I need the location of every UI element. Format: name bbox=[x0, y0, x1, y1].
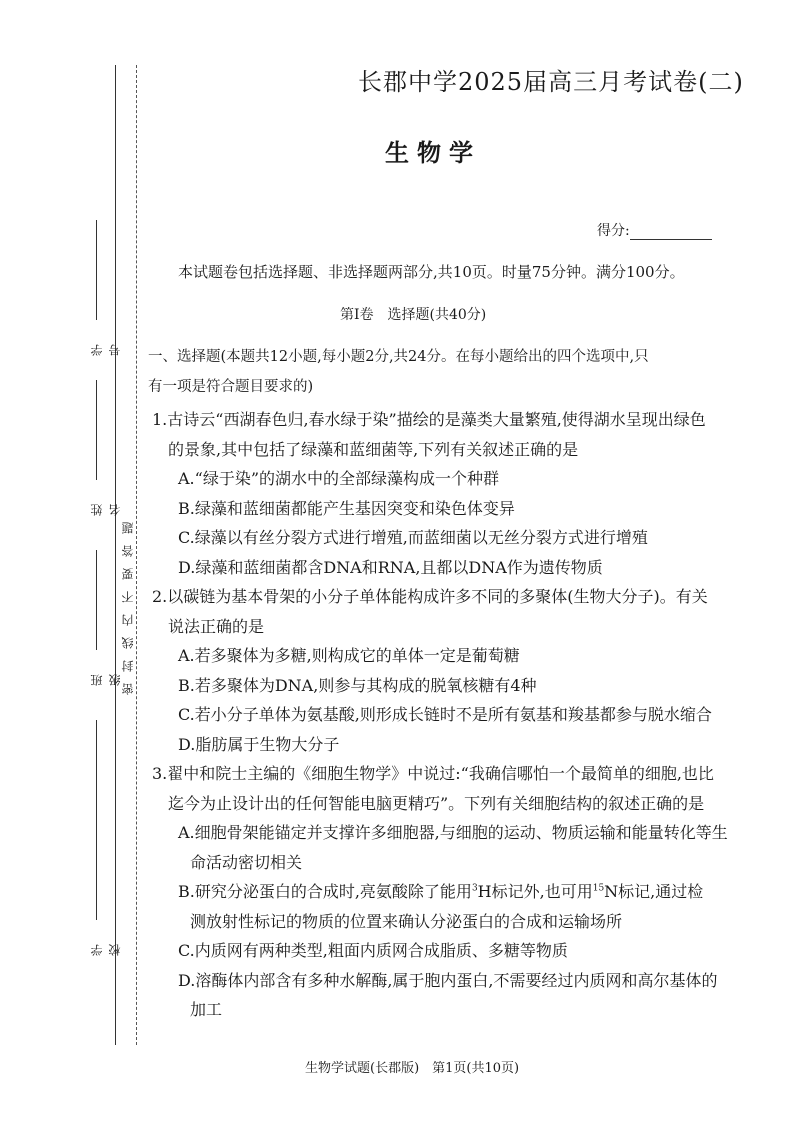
school-label: 学 校 bbox=[90, 930, 122, 956]
question-stem-line: 的景象,其中包括了绿藻和蓝细菌等,下列有关叙述正确的是 bbox=[168, 439, 579, 459]
question-stem-line: 1.古诗云“西湖春色归,春水绿于染”描绘的是藻类大量繁殖,使得湖水呈现出绿色 bbox=[152, 410, 706, 429]
exam-intro: 本试题卷包括选择题、非选择题两部分,共10页。时量75分钟。满分100分。 bbox=[178, 263, 685, 281]
isotope-3: 3 bbox=[471, 883, 478, 894]
question-stem-line: 2.以碳链为基本骨架的小分子单体能构成许多不同的多聚体(生物大分子)。有关 bbox=[152, 587, 708, 606]
student-info-fields bbox=[82, 220, 122, 1020]
option-d[interactable]: D.溶酶体内部含有多种水解酶,属于胞内蛋白,不需要经过内质网和高尔基体的 bbox=[178, 970, 718, 990]
section-instructions bbox=[148, 343, 718, 402]
score-label: 得分: bbox=[597, 223, 630, 239]
option-d[interactable]: D.脂肪属于生物大分子 bbox=[178, 734, 340, 754]
option-a[interactable]: A.细胞骨架能锚定并支撑许多细胞器,与细胞的运动、物质运输和能量转化等生 bbox=[178, 823, 728, 842]
option-b-text: B.研究分泌蛋白的合成时,亮氨酸除了能用 bbox=[178, 882, 472, 901]
section-line-1: 一、选择题(本题共12小题,每小题2分,共24分。在每小题给出的四个选项中,只 bbox=[148, 349, 649, 365]
option-c[interactable]: C.若小分子单体为氨基酸,则形成长链时不是所有氨基和羧基都参与脱水缩合 bbox=[178, 705, 712, 724]
student-id-label: 学 号 bbox=[90, 330, 122, 356]
option-d[interactable]: D.绿藻和蓝细菌都含DNA和RNA,且都以DNA作为遗传物质 bbox=[178, 557, 603, 577]
option-b[interactable] bbox=[152, 877, 727, 907]
part1-title: 第Ⅰ卷 选择题(共40分) bbox=[340, 307, 487, 323]
page-footer: 生物学试题(长郡版) 第1页(共10页) bbox=[305, 1061, 520, 1076]
question-1 bbox=[152, 405, 727, 582]
question-stem-line: 说法正确的是 bbox=[168, 616, 265, 636]
binding-solid-line bbox=[115, 65, 116, 1045]
question-stem-line: 3.翟中和院士主编的《细胞生物学》中说过:“我确信哪怕一个最简单的细胞,也比 bbox=[152, 764, 714, 783]
question-3 bbox=[152, 759, 727, 1025]
option-b-text: N标记,通过检 bbox=[604, 882, 704, 901]
option-a[interactable]: A.若多聚体为多糖,则构成它的单体一定是葡萄糖 bbox=[178, 646, 520, 665]
class-label: 班 级 bbox=[90, 660, 122, 686]
option-b[interactable]: B.绿藻和蓝细菌都能产生基因突变和染色体变异 bbox=[178, 498, 515, 518]
binding-dashed-line bbox=[136, 65, 137, 1045]
option-c[interactable]: C.内质网有两种类型,粗面内质网合成脂质、多糖等物质 bbox=[178, 941, 568, 960]
option-b[interactable]: B.若多聚体为DNA,则参与其构成的脱氧核糖有4种 bbox=[178, 675, 537, 695]
score-blank[interactable] bbox=[630, 225, 712, 240]
subject-title: 生物学 bbox=[385, 138, 481, 167]
option-b-text: H标记外,也可用 bbox=[477, 882, 593, 901]
question-stem-line: 迄今为止设计出的任何智能电脑更精巧”。下列有关细胞结构的叙述正确的是 bbox=[168, 793, 705, 813]
seal-line-warning: 密封线内不要答题 bbox=[121, 511, 135, 695]
name-label: 姓 名 bbox=[90, 490, 122, 516]
question-list bbox=[152, 405, 727, 1025]
isotope-15: 15 bbox=[592, 883, 605, 894]
option-a[interactable]: A.“绿于染”的湖水中的全部绿藻构成一个种群 bbox=[178, 469, 500, 488]
section-line-2: 有一项是符合题目要求的) bbox=[148, 378, 314, 395]
exam-title: 长郡中学2025届高三月考试卷(二) bbox=[358, 68, 744, 96]
score-box bbox=[597, 220, 712, 240]
question-2 bbox=[152, 582, 727, 759]
option-c[interactable]: C.绿藻以有丝分裂方式进行增殖,而蓝细菌以无丝分裂方式进行增殖 bbox=[178, 528, 648, 547]
option-b-continued: 测放射性标记的物质的位置来确认分泌蛋白的合成和运输场所 bbox=[190, 911, 623, 931]
option-d-continued: 加工 bbox=[190, 1000, 223, 1019]
option-a-continued: 命活动密切相关 bbox=[190, 852, 303, 872]
